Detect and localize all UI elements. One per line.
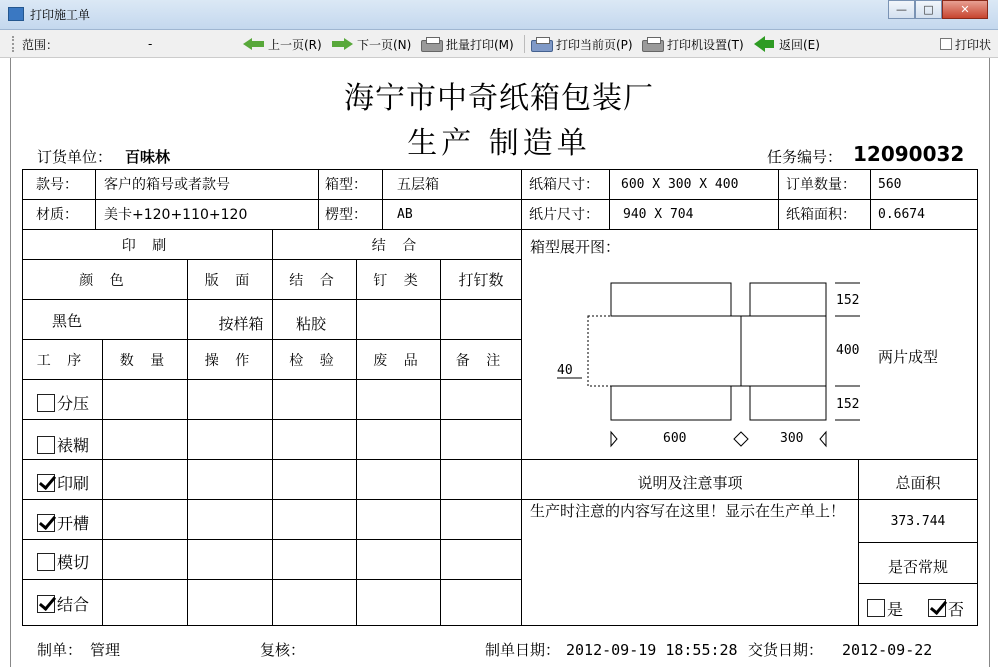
next-page-button[interactable] xyxy=(332,36,411,52)
step-checkbox[interactable] xyxy=(37,436,55,454)
maximize-button[interactable]: □ xyxy=(915,0,942,19)
maker-value: 管理 xyxy=(90,641,121,659)
notes-text: 生产时注意的内容写在这里！显示在生产单上！ xyxy=(530,502,846,520)
dim-width-label: 300 xyxy=(780,431,804,446)
customer-label: 订货单位： xyxy=(37,148,113,166)
join-header: 结 合 xyxy=(371,237,423,254)
plate-header: 版 面 xyxy=(204,272,256,289)
toolbar xyxy=(0,30,998,58)
join-value: 粘胶 xyxy=(296,315,327,333)
printer-settings-label: 打印机设置(T) xyxy=(667,37,744,52)
grid-line xyxy=(858,583,978,584)
window-controls xyxy=(888,0,988,20)
toolbar-separator xyxy=(524,35,525,53)
model-label: 款号： xyxy=(36,177,78,193)
step-checkbox[interactable] xyxy=(37,553,55,571)
regular-yes-checkbox[interactable] xyxy=(867,599,885,617)
top-flap-length xyxy=(611,283,731,316)
step-biaohu[interactable] xyxy=(37,420,102,459)
step-label: 印刷 xyxy=(57,474,90,493)
print-option-label: 打印状 xyxy=(955,37,992,52)
maker-label: 制单： xyxy=(37,641,83,659)
dim-length-label: 600 xyxy=(663,431,687,446)
quantity-header: 数 量 xyxy=(119,352,171,369)
box-area-value: 0.6674 xyxy=(878,206,925,222)
delivery-label: 交货日期： xyxy=(748,641,824,659)
operation-header: 操 作 xyxy=(204,352,256,369)
regular-no-checkbox[interactable] xyxy=(928,599,946,617)
nail-count-header: 打钉数 xyxy=(458,271,504,289)
nail-type-header: 钉 类 xyxy=(373,272,424,289)
dim-arrow xyxy=(611,432,617,446)
total-area-value: 373.744 xyxy=(890,513,946,529)
grid-line xyxy=(977,169,978,626)
step-checkbox[interactable] xyxy=(37,514,55,532)
grid-line xyxy=(22,459,978,460)
arrow-right-icon xyxy=(332,36,354,52)
regular-yes-option[interactable] xyxy=(867,596,903,620)
notes-header: 说明及注意事项 xyxy=(637,474,743,492)
arrow-left-icon xyxy=(243,36,265,52)
step-checkbox[interactable] xyxy=(37,595,55,613)
dim-mid-label: 400 xyxy=(836,343,860,358)
grid-line xyxy=(356,259,357,626)
diagram-title: 箱型展开图： xyxy=(530,237,621,256)
step-label: 结合 xyxy=(57,595,90,614)
print-header: 印 刷 xyxy=(121,237,173,254)
dim-arrow xyxy=(734,432,748,446)
box-type-label: 箱型： xyxy=(325,177,367,193)
color-header: 颜 色 xyxy=(79,272,130,289)
grid-line xyxy=(22,625,978,626)
step-label: 分压 xyxy=(57,394,90,413)
back-arrow-icon xyxy=(754,36,776,52)
dim-left-label: 40 xyxy=(557,363,573,378)
inspection-header: 检 验 xyxy=(289,352,340,369)
regular-no-option[interactable] xyxy=(928,596,964,620)
dim-top-label: 152 xyxy=(836,293,860,308)
printer-settings-button[interactable] xyxy=(642,36,744,52)
box-size-value: 600 X 300 X 400 xyxy=(621,176,739,192)
plate-value: 按样箱 xyxy=(218,315,264,333)
step-kaicao[interactable] xyxy=(37,500,102,539)
step-label: 开槽 xyxy=(57,514,90,533)
task-number-label: 任务编号： xyxy=(767,148,843,166)
sheet-size-label: 纸片尺寸： xyxy=(529,207,599,223)
box-type-value: 五层箱 xyxy=(397,177,439,193)
print-current-label: 打印当前页(P) xyxy=(556,37,633,52)
material-value: 美卡+120+110+120 xyxy=(104,207,248,223)
batch-print-label: 批量打印(M) xyxy=(446,37,514,52)
printer-icon xyxy=(421,40,443,52)
regular-yes-label: 是 xyxy=(887,599,904,619)
window-title: 打印施工单 xyxy=(30,8,91,22)
delivery-value: 2012-09-22 xyxy=(842,641,933,659)
material-label: 材质： xyxy=(36,207,78,223)
prev-page-button[interactable] xyxy=(243,36,322,52)
document-title: 生产 制造单 xyxy=(407,126,591,161)
prev-page-label: 上一页(R) xyxy=(268,37,322,52)
close-button[interactable]: ✕ xyxy=(942,0,988,19)
back-button[interactable] xyxy=(754,36,820,52)
batch-print-button[interactable] xyxy=(421,36,514,52)
top-flap-width xyxy=(750,283,826,316)
color-value: 黑色 xyxy=(52,312,83,330)
step-yinshua[interactable] xyxy=(37,460,102,499)
dim-arrow xyxy=(820,432,826,446)
grid-line xyxy=(22,499,978,500)
printer-settings-icon xyxy=(642,40,664,52)
range-value: - xyxy=(148,37,153,51)
remarks-header: 备 注 xyxy=(455,352,507,369)
grid-line xyxy=(102,339,103,626)
order-qty-label: 订单数量： xyxy=(786,177,856,193)
bottom-flap-length xyxy=(611,386,731,420)
sheet-size-value: 940 X 704 xyxy=(623,206,694,222)
customer-value: 百味林 xyxy=(125,148,171,166)
box-area-label: 纸箱面积： xyxy=(786,207,856,223)
step-fenya[interactable] xyxy=(37,380,102,419)
forming-type: 两片成型 xyxy=(878,347,939,366)
grid-line xyxy=(440,259,441,626)
process-header: 工 序 xyxy=(36,352,88,369)
title-bar xyxy=(0,0,998,30)
print-current-button[interactable] xyxy=(531,36,633,52)
regular-no-label: 否 xyxy=(948,599,965,619)
order-qty-value: 560 xyxy=(878,176,902,192)
flute-label: 楞型： xyxy=(325,207,367,223)
print-option-checkbox[interactable] xyxy=(940,38,952,50)
review-label: 复核： xyxy=(260,641,306,659)
toolbar-grip[interactable] xyxy=(12,36,14,52)
regular-label: 是否常规 xyxy=(887,558,948,576)
date-value: 2012-09-19 18:55:28 xyxy=(566,641,738,659)
task-number-value: 12090032 xyxy=(853,142,965,166)
back-label: 返回(E) xyxy=(779,37,820,52)
box-size-label: 纸箱尺寸： xyxy=(529,177,599,193)
step-jiehe[interactable] xyxy=(37,580,102,625)
range-label: 范围： xyxy=(22,37,59,52)
total-area-label: 总面积 xyxy=(895,474,941,492)
step-checkbox[interactable] xyxy=(37,474,55,492)
glue-flap xyxy=(588,316,741,386)
minimize-button[interactable]: — xyxy=(888,0,915,19)
date-label: 制单日期： xyxy=(485,641,561,659)
model-value: 客户的箱号或者款号 xyxy=(104,177,230,193)
company-name: 海宁市中奇纸箱包装厂 xyxy=(344,81,654,116)
next-page-label: 下一页(N) xyxy=(357,37,412,52)
grid-line xyxy=(858,542,978,543)
dim-bottom-label: 152 xyxy=(836,397,860,412)
grid-line xyxy=(272,339,273,626)
step-label: 模切 xyxy=(57,553,90,572)
flute-value: AB xyxy=(397,206,413,222)
print-page-icon xyxy=(531,40,553,52)
bottom-flap-width xyxy=(750,386,826,420)
app-icon xyxy=(8,7,24,21)
waste-header: 废 品 xyxy=(373,352,424,369)
step-label: 裱糊 xyxy=(57,436,90,455)
step-checkbox[interactable] xyxy=(37,394,55,412)
step-moqie[interactable] xyxy=(37,540,102,579)
join-sub-header: 结 合 xyxy=(289,272,340,289)
